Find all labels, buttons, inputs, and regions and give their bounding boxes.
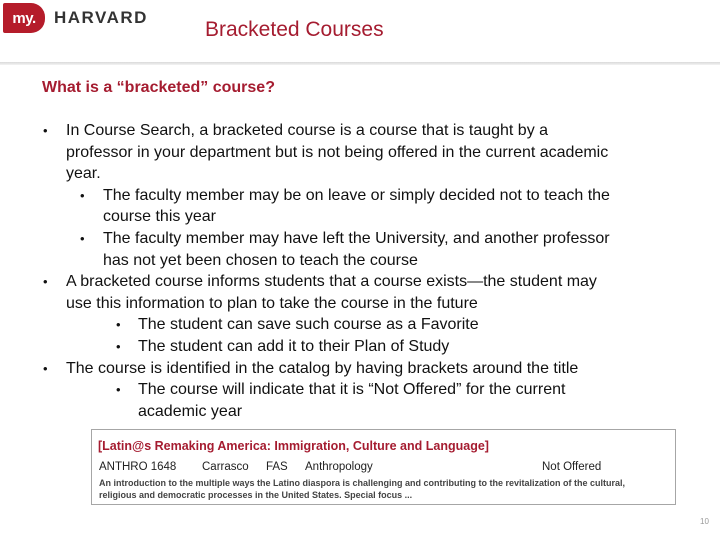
bullet-line: The course is identified in the catalog by having brackets around the title xyxy=(66,359,579,377)
catalog-example xyxy=(91,429,676,505)
catalog-status: Not Offered xyxy=(542,461,602,473)
bullet-item xyxy=(0,228,720,271)
bullet-marker: • xyxy=(116,317,121,333)
bullet-line: A bracketed course informs students that a course exists—the student may xyxy=(66,273,597,291)
catalog-course-code: ANTHRO 1648 xyxy=(99,461,177,473)
bullet-line: The faculty member may have left the University, and another professor xyxy=(103,229,610,247)
bullet-marker: • xyxy=(43,274,48,290)
bullet-item xyxy=(0,271,720,314)
bullet-list xyxy=(0,120,720,422)
bullet-item xyxy=(0,314,720,336)
logo-badge: my. xyxy=(3,3,45,33)
bullet-line: has not yet been chosen to teach the course xyxy=(103,251,418,269)
bullet-item xyxy=(0,185,720,228)
slide-header xyxy=(0,0,720,64)
slide-title: Bracketed Courses xyxy=(205,18,384,41)
bullet-item xyxy=(0,120,720,185)
bullet-marker: • xyxy=(43,360,48,376)
bullet-item xyxy=(0,336,720,358)
page-number: 10 xyxy=(700,517,709,526)
bullet-marker: • xyxy=(116,382,121,398)
catalog-instructor: Carrasco xyxy=(202,461,249,473)
bullet-line: academic year xyxy=(138,402,243,420)
bullet-item xyxy=(0,379,720,422)
section-heading: What is a “bracketed” course? xyxy=(42,79,275,96)
bullet-marker: • xyxy=(43,123,48,138)
header-divider xyxy=(0,62,720,65)
bullet-line: course this year xyxy=(103,208,216,226)
catalog-description: An introduction to the multiple ways the Latino diaspora is challenging and contributing to the revitalization of the cultural, religious and democratic processes in the United States. Special focus ... xyxy=(99,478,626,500)
bullet-line: The student can add it to their Plan of Study xyxy=(138,337,450,355)
bullet-marker: • xyxy=(116,338,121,354)
bullet-line: year. xyxy=(66,165,101,183)
bullet-line: use this information to plan to take the course in the future xyxy=(66,294,478,312)
bullet-marker: • xyxy=(80,187,85,203)
catalog-department: Anthropology xyxy=(305,461,373,473)
bullet-item xyxy=(0,358,720,380)
catalog-course-meta xyxy=(99,461,373,473)
bullet-line: The course will indicate that it is “Not Offered” for the current xyxy=(138,381,566,399)
bullet-line: professor in your department but is not being offered in the current academic xyxy=(66,143,609,161)
catalog-school: FAS xyxy=(266,461,288,473)
bullet-line: The faculty member may be on leave or simply decided not to teach the xyxy=(103,186,610,204)
harvard-logo xyxy=(3,3,148,33)
logo-wordmark: HARVARD xyxy=(54,8,148,27)
bullet-marker: • xyxy=(80,230,85,246)
catalog-course-title: [Latin@s Remaking America: Immigration, Culture and Language] xyxy=(98,439,489,453)
bullet-line: In Course Search, a bracketed course is a course that is taught by a xyxy=(66,122,549,139)
bullet-line: The student can save such course as a Favorite xyxy=(138,316,479,334)
